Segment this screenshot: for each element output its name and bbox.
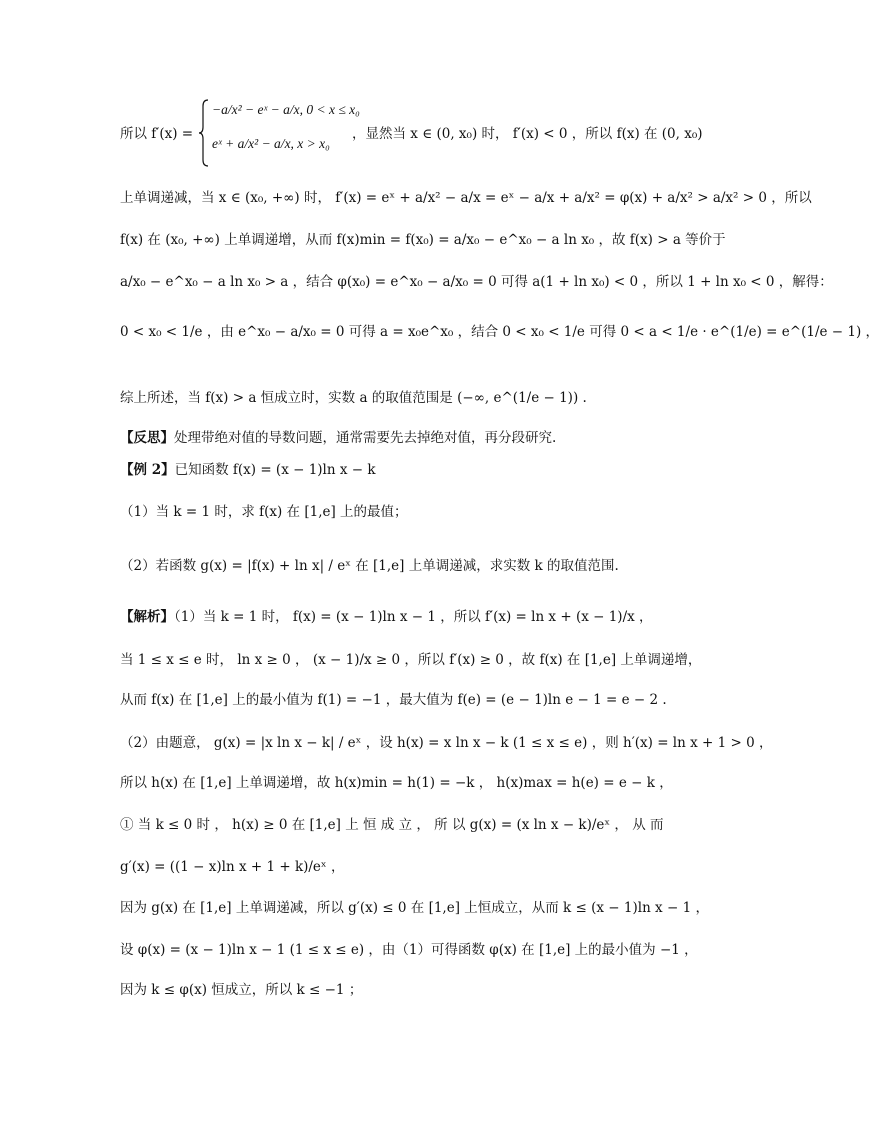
example-heading (120, 460, 682, 480)
solution-line-2: 当 1 ≤ x ≤ e 时， ln x ≥ 0 ， (x − 1)/x ≥ 0 ，所以 f′(x) ≥ 0 ，故 f(x) 在 [1,e] 上单调递增， (120, 652, 702, 668)
left-brace-icon (198, 98, 210, 168)
piecewise-case-2: eˣ + a/x² − a/x, x > x₀ (212, 136, 330, 151)
piecewise-lead: 所以 f′(x) = (120, 126, 194, 142)
piecewise-after: ，显然当 x ∈ (0, x₀) 时， f′(x) < 0 ，所以 f(x) 在 (0, x₀) (352, 126, 703, 142)
solution-line-4: （2）由题意， g(x) = |x ln x − k| / eˣ ，设 h(x) = x ln x − k (1 ≤ x ≤ e) ，则 h′(x) = ln x + 1 > 0 ， (120, 735, 773, 751)
reflection (120, 428, 682, 448)
solution-line-6: ① 当 k ≤ 0 时 ， h(x) ≥ 0 在 [1,e] 上 恒 成 立 ， 所 以 g(x) = (x ln x − k)/eˣ ， 从 而 (120, 817, 664, 833)
text-line-4: 0 < x₀ < 1/e ，由 e^x₀ − a/x₀ = 0 可得 a = x₀e^x₀ ，结合 0 < x₀ < 1/e 可得 0 < a < 1/e · e^(1/e) = e^(1/e − 1) ， (120, 324, 879, 340)
text-line-2: f(x) 在 (x₀, +∞) 上单调递增，从而 f(x)min = f(x₀) = a/x₀ − e^x₀ − a ln x₀ ，故 f(x) > a 等价于 (120, 232, 726, 248)
solution-line-3: 从而 f(x) 在 [1,e] 上的最小值为 f(1) = −1 ，最大值为 f(e) = (e − 1)ln e − 1 = e − 2 . (120, 692, 667, 708)
piecewise-case-1: −a/x² − eˣ − a/x, 0 < x ≤ x₀ (212, 102, 360, 117)
question-2: （2）若函数 g(x) = |f(x) + ln x| / eˣ 在 [1,e] 上单调递减，求实数 k 的取值范围. (120, 558, 619, 574)
solution-line-5: 所以 h(x) 在 [1,e] 上单调递增，故 h(x)min = h(1) = −k ， h(x)max = h(e) = e − k ， (120, 775, 673, 791)
question-1: （1）当 k = 1 时，求 f(x) 在 [1,e] 上的最值； (120, 504, 408, 520)
reflection-tag: 【反思】 (120, 430, 174, 446)
example-tag: 【例 2】 (120, 462, 175, 478)
example-text: 已知函数 f(x) = (x − 1)ln x − k (174, 462, 376, 478)
solution-tag: 【解析】 (120, 609, 174, 625)
solution-s1: （1）当 k = 1 时， f(x) = (x − 1)ln x − 1 ，所以 f′(x) = ln x + (x − 1)/x ， (174, 609, 653, 625)
solution-line-10: 因为 k ≤ φ(x) 恒成立，所以 k ≤ −1 ； (120, 982, 363, 998)
text-line-3: a/x₀ − e^x₀ − a ln x₀ > a ，结合 φ(x₀) = e^x₀ − a/x₀ = 0 可得 a(1 + ln x₀) < 0 ，所以 1 + ln x₀ < 0 ，解得： (120, 274, 833, 290)
reflection-text: 处理带绝对值的导数问题，通常需要先去掉绝对值，再分段研究. (174, 430, 557, 446)
text-line-conclusion: 综上所述，当 f(x) > a 恒成立时，实数 a 的取值范围是 (−∞, e^(1/e − 1)) . (120, 390, 587, 406)
text-line-1: 上单调递减，当 x ∈ (x₀, +∞) 时， f′(x) = eˣ + a/x² − a/x = eˣ − a/x + a/x² = φ(x) + a/x² > a/x² > 0 ，所以 (120, 190, 812, 206)
solution-line-8: 因为 g(x) 在 [1,e] 上单调递减，所以 g′(x) ≤ 0 在 [1,e] 上恒成立，从而 k ≤ (x − 1)ln x − 1 ， (120, 900, 709, 916)
solution-line-9: 设 φ(x) = (x − 1)ln x − 1 (1 ≤ x ≤ e) ，由（1）可得函数 φ(x) 在 [1,e] 上的最小值为 −1 ， (120, 942, 698, 958)
piecewise-derivative (120, 98, 720, 168)
solution-line-7: g′(x) = ((1 − x)ln x + 1 + k)/eˣ ， (120, 859, 345, 875)
solution-line-1 (120, 607, 682, 627)
